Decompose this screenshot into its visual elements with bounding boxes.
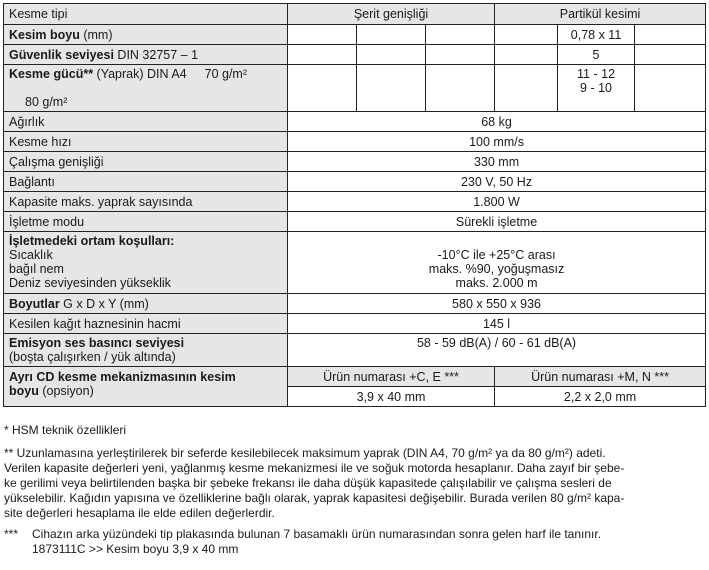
dimensions-label: Boyutlar G x D x Y (mm) [4,294,288,314]
header-row [4,4,706,25]
working-width-value: 330 mm [288,152,706,172]
row-cd-cut-head [4,367,706,387]
connection-value: 230 V, 50 Hz [288,172,706,192]
cd-product-ce: Ürün numarası +C, E *** [288,367,495,387]
row-connection [4,172,706,192]
operation-mode-label: İşletme modu [4,212,288,232]
footnote-1: * HSM teknik özellikleri [4,423,127,437]
security-level-label: Güvenlik seviyesi DIN 32757 – 1 [4,45,288,65]
header-strip-cut: Şerit genişliği [288,4,495,25]
noise-level-label: Emisyon ses basıncı seviyesi (boşta çalışırken / yük altında) [4,334,288,367]
row-ambient-conditions [4,232,706,294]
cutting-speed-value: 100 mm/s [288,132,706,152]
cut-size-label: Kesim boyu (mm) [4,25,288,45]
row-security-level [4,45,706,65]
operation-mode-value: Sürekli işletme [288,212,706,232]
row-noise-level [4,334,706,367]
cut-size-value: 0,78 x 11 [558,25,635,45]
footnotes [4,423,704,557]
row-capacity [4,192,706,212]
bin-volume-value: 145 l [288,314,706,334]
security-level-value: 5 [558,45,635,65]
weight-label: Ağırlık [4,112,288,132]
working-width-label: Çalışma genişliği [4,152,288,172]
dimensions-value: 580 x 550 x 936 [288,294,706,314]
cd-cut-value-mn: 2,2 x 2,0 mm [495,387,706,407]
row-bin-volume [4,314,706,334]
row-weight [4,112,706,132]
row-cut-size [4,25,706,45]
header-label: Kesme tipi [4,4,288,25]
spec-table [3,3,706,407]
weight-value: 68 kg [288,112,706,132]
row-operation-mode [4,212,706,232]
footnote-3: *** Cihazın arka yüzündeki tip plakasında bulunan 7 basamaklı ürün numarasından sonra gelen harf ile tanınır. 1873111C >> Kesim boyu 3,9 x 40 mm [4,527,602,556]
header-particle-cut: Partikül kesimi [495,4,706,25]
row-working-width [4,152,706,172]
cutting-speed-label: Kesme hızı [4,132,288,152]
cd-cut-value-ce: 3,9 x 40 mm [288,387,495,407]
cutting-power-value: 11 - 12 9 - 10 [558,65,635,112]
row-dimensions [4,294,706,314]
ambient-values: -10°C ile +25°C arası maks. %90, yoğuşmasız maks. 2.000 m [288,232,706,294]
connection-label: Bağlantı [4,172,288,192]
row-cutting-speed [4,132,706,152]
cutting-power-label: Kesme gücü** (Yaprak) DIN A4 70 g/m² 80 g/m² [4,65,288,112]
capacity-value: 1.800 W [288,192,706,212]
footnote-2: ** Uzunlamasına yerleştirilerek bir seferde kesilebilecek maksimum yaprak (DIN A4, 70 g/m² ya da 80 g/m²) adeti. Verilen kapasite değerleri yeni, yağlanmış kesme mekanizmesi ile ve soğuk motorda hesaplanır. Daha zayıf bir şebe- ke gerilimi veya belirtilenden başka bir şebeke frekansı ile daha düşük kapasitede çalışılabilir ve çalışma sesleri de yükselebilir. Kağıdın yapısına ve özelliklerine bağlı olarak, yaprak kapasitesi değişebilir. Burada verilen 80 g/m² kapa- site değerleri hesaplama ile elde edilen değerlerdir. [4,446,625,520]
capacity-label: Kapasite maks. yaprak sayısında [4,192,288,212]
row-cutting-power [4,65,706,112]
ambient-label: İşletmedeki ortam koşulları: Sıcaklık bağıl nem Deniz seviyesinden yükseklik [4,232,288,294]
noise-level-value: 58 - 59 dB(A) / 60 - 61 dB(A) [288,334,706,367]
bin-volume-label: Kesilen kağıt haznesinin hacmi [4,314,288,334]
cd-cut-label: Ayrı CD kesme mekanizmasının kesim boyu (opsiyon) [4,367,288,407]
cd-product-mn: Ürün numarası +M, N *** [495,367,706,387]
